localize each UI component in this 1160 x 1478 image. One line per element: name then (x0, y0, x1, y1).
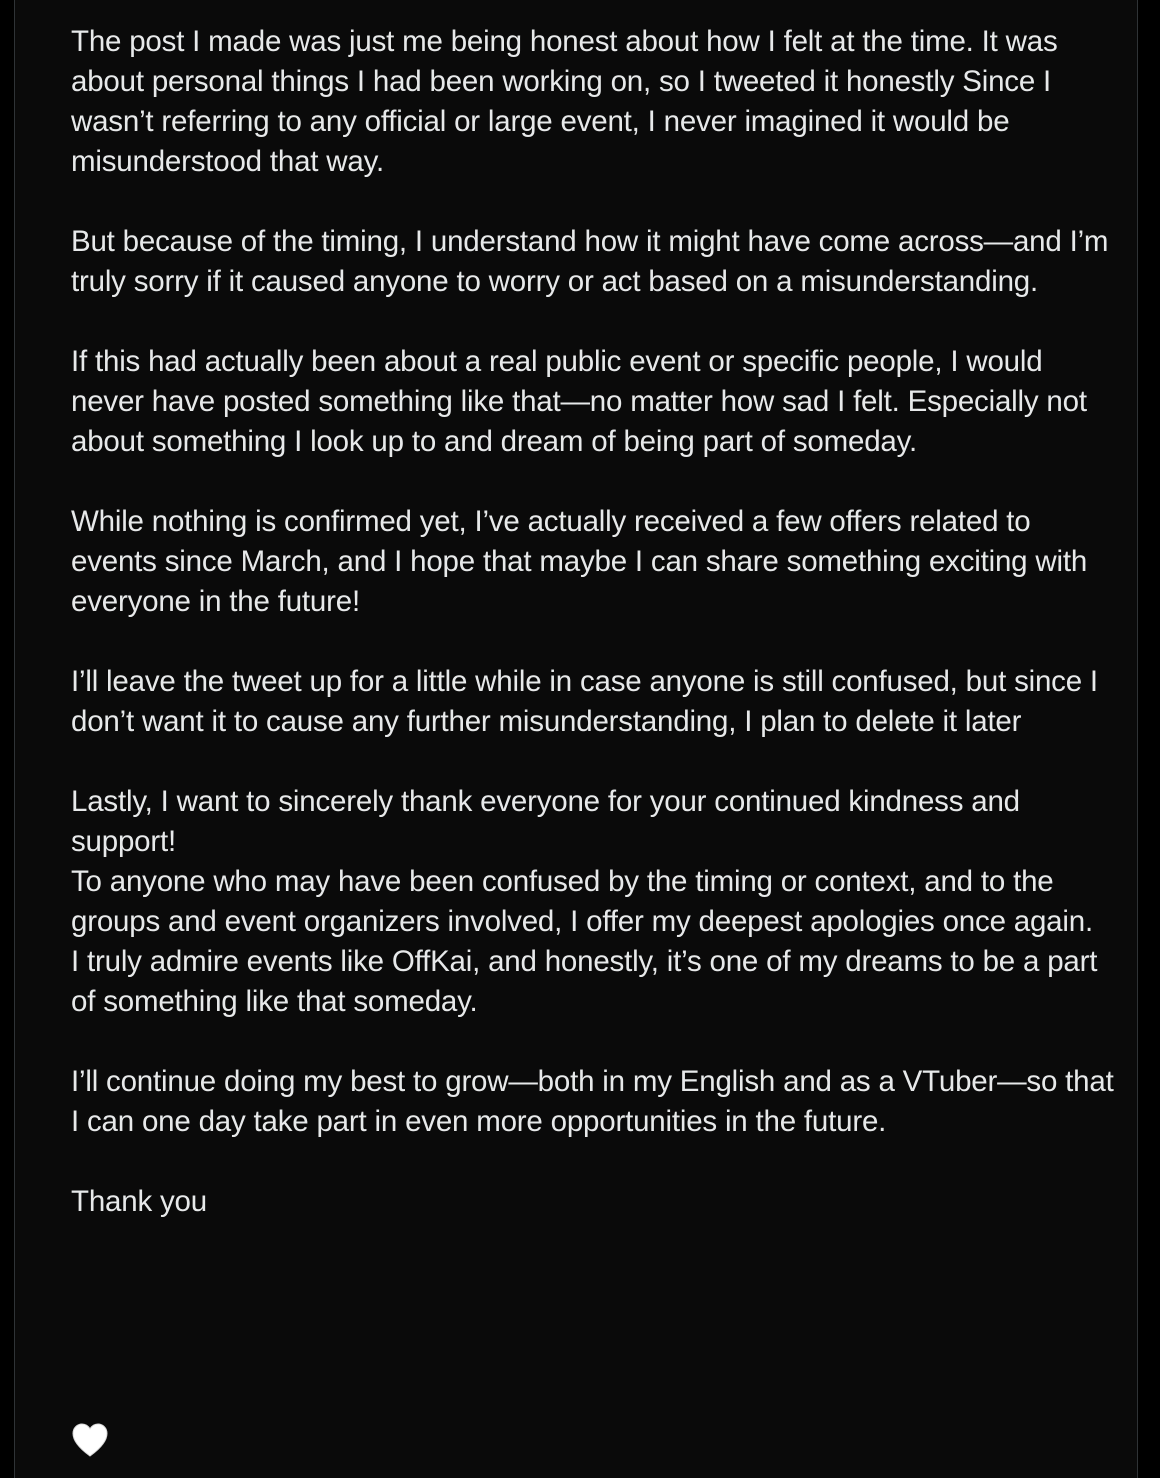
post-paragraph-7: To anyone who may have been confused by the timing or context, and to the groups and event organizers involved, I offer my deepest apologies once again. (71, 865, 1093, 938)
post-paragraph-3: If this had actually been about a real public event or specific people, I would never have posted something like that—no matter how sad I felt. Especially not about something I look up to and dream of being part of someday. (71, 345, 1087, 458)
post-paragraph-9: I’ll continue doing my best to grow—both in my English and as a VTuber—so that I can one day take part in even more opportunities in the future. (71, 1065, 1114, 1138)
post-paragraph-1: The post I made was just me being honest about how I felt at the time. It was about personal things I had been working on, so I tweeted it honestly Since I wasn’t referring to any official or large event, I never imagined it would be misunderstood that way. (71, 25, 1058, 178)
white-heart-icon (71, 1422, 111, 1460)
post-paragraph-6: Lastly, I want to sincerely thank everyone for your continued kindness and support! (71, 785, 1020, 858)
post-text (71, 22, 1121, 1262)
post-paragraph-10: Thank you (71, 1185, 207, 1218)
white-heart-icon-glyph (71, 1422, 109, 1458)
post-paragraph-8: I truly admire events like OffKai, and honestly, it’s one of my dreams to be a part of something like that someday. (71, 945, 1098, 1018)
post-paragraph-5: I’ll leave the tweet up for a little while in case anyone is still confused, but since I don’t want it to cause any further misunderstanding, I plan to delete it later (71, 665, 1098, 738)
post-paragraph-2: But because of the timing, I understand how it might have come across—and I’m truly sorry if it caused anyone to worry or act based on a misunderstanding. (71, 225, 1109, 298)
post-panel (14, 0, 1138, 1478)
post-paragraph-4: While nothing is confirmed yet, I’ve actually received a few offers related to events since March, and I hope that maybe I can share something exciting with everyone in the future! (71, 505, 1088, 618)
